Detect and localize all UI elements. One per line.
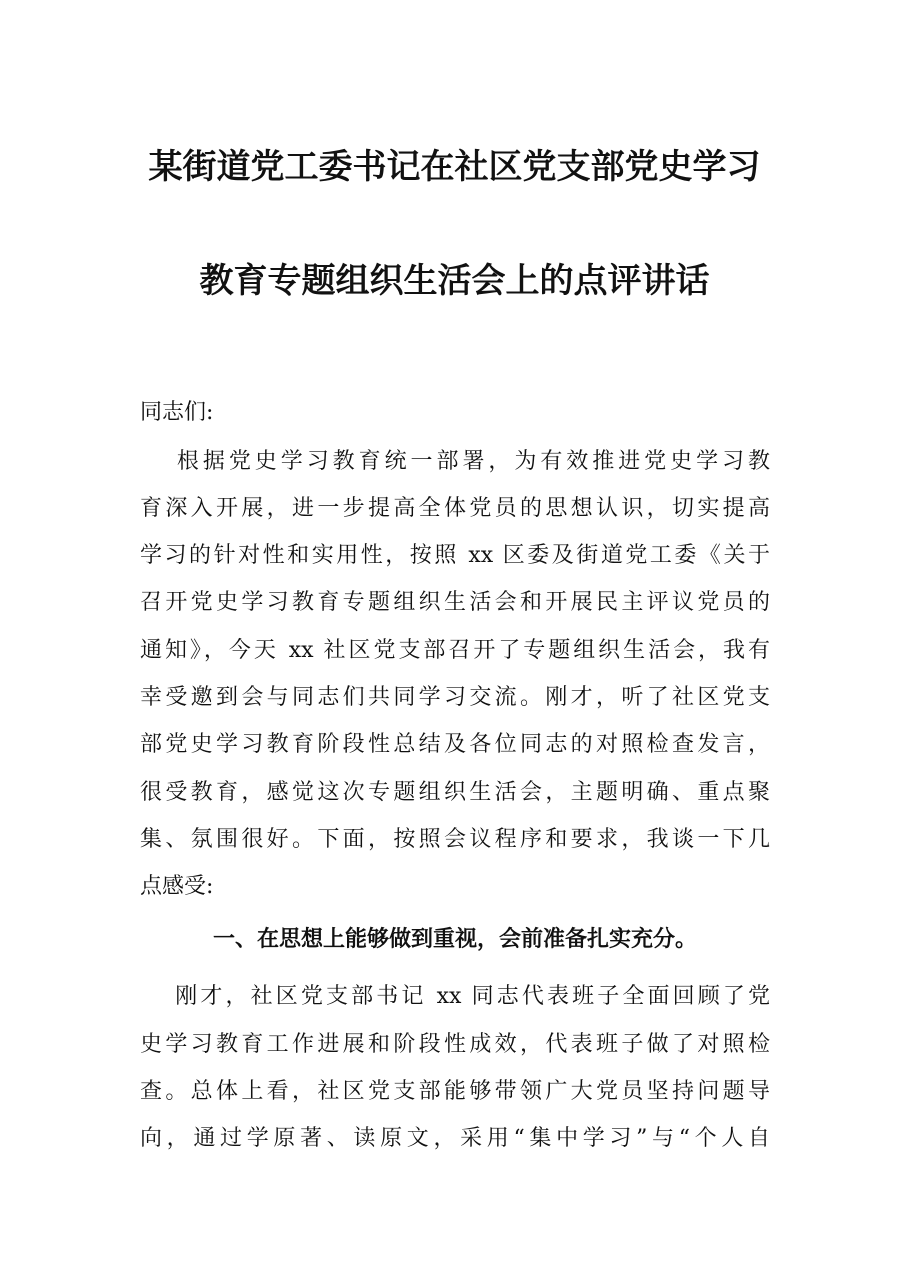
paragraph-line: 育深入开展，进一步提高全体党员的思想认识，切实提高 <box>140 496 770 521</box>
document-title-line-2: 教育专题组织生活会上的点评讲话 <box>199 261 710 301</box>
salutation: 同志们: <box>140 400 214 425</box>
paragraph-line: 部党史学习教育阶段性总结及各位同志的对照检查发言， <box>140 732 770 757</box>
paragraph-line: 点感受: <box>140 874 214 899</box>
paragraph-line: 史学习教育工作进展和阶段性成效，代表班子做了对照检 <box>140 1032 770 1057</box>
paragraph-line: 学习的针对性和实用性，按照 xx 区委及街道党工委《关于 <box>140 543 770 568</box>
section-heading-1: 一、在思想上能够做到重视，会前准备扎实充分。 <box>212 926 697 952</box>
paragraph-line: 根据党史学习教育统一部署，为有效推进党史学习教 <box>140 449 770 474</box>
paragraph-line: 通知》，今天 xx 社区党支部召开了专题组织生活会，我有 <box>140 638 770 663</box>
paragraph-line: 集、氛围很好。下面，按照会议程序和要求，我谈一下几 <box>140 827 770 852</box>
paragraph-line: 幸受邀到会与同志们共同学习交流。刚才，听了社区党支 <box>140 685 770 710</box>
paragraph-line: 刚才，社区党支部书记 xx 同志代表班子全面回顾了党 <box>140 984 770 1009</box>
document-title-line-1: 某街道党工委书记在社区党支部党史学习 <box>148 147 761 187</box>
paragraph-line: 查。总体上看，社区党支部能够带领广大党员坚持问题导 <box>140 1079 770 1104</box>
paragraph-line: 很受教育，感觉这次专题组织生活会，主题明确、重点聚 <box>140 780 770 805</box>
paragraph-line: 召开党史学习教育专题组织生活会和开展民主评议党员的 <box>140 590 770 615</box>
paragraph-line: 向，通过学原著、读原文，采用“集中学习”与“个人自 <box>140 1126 770 1151</box>
